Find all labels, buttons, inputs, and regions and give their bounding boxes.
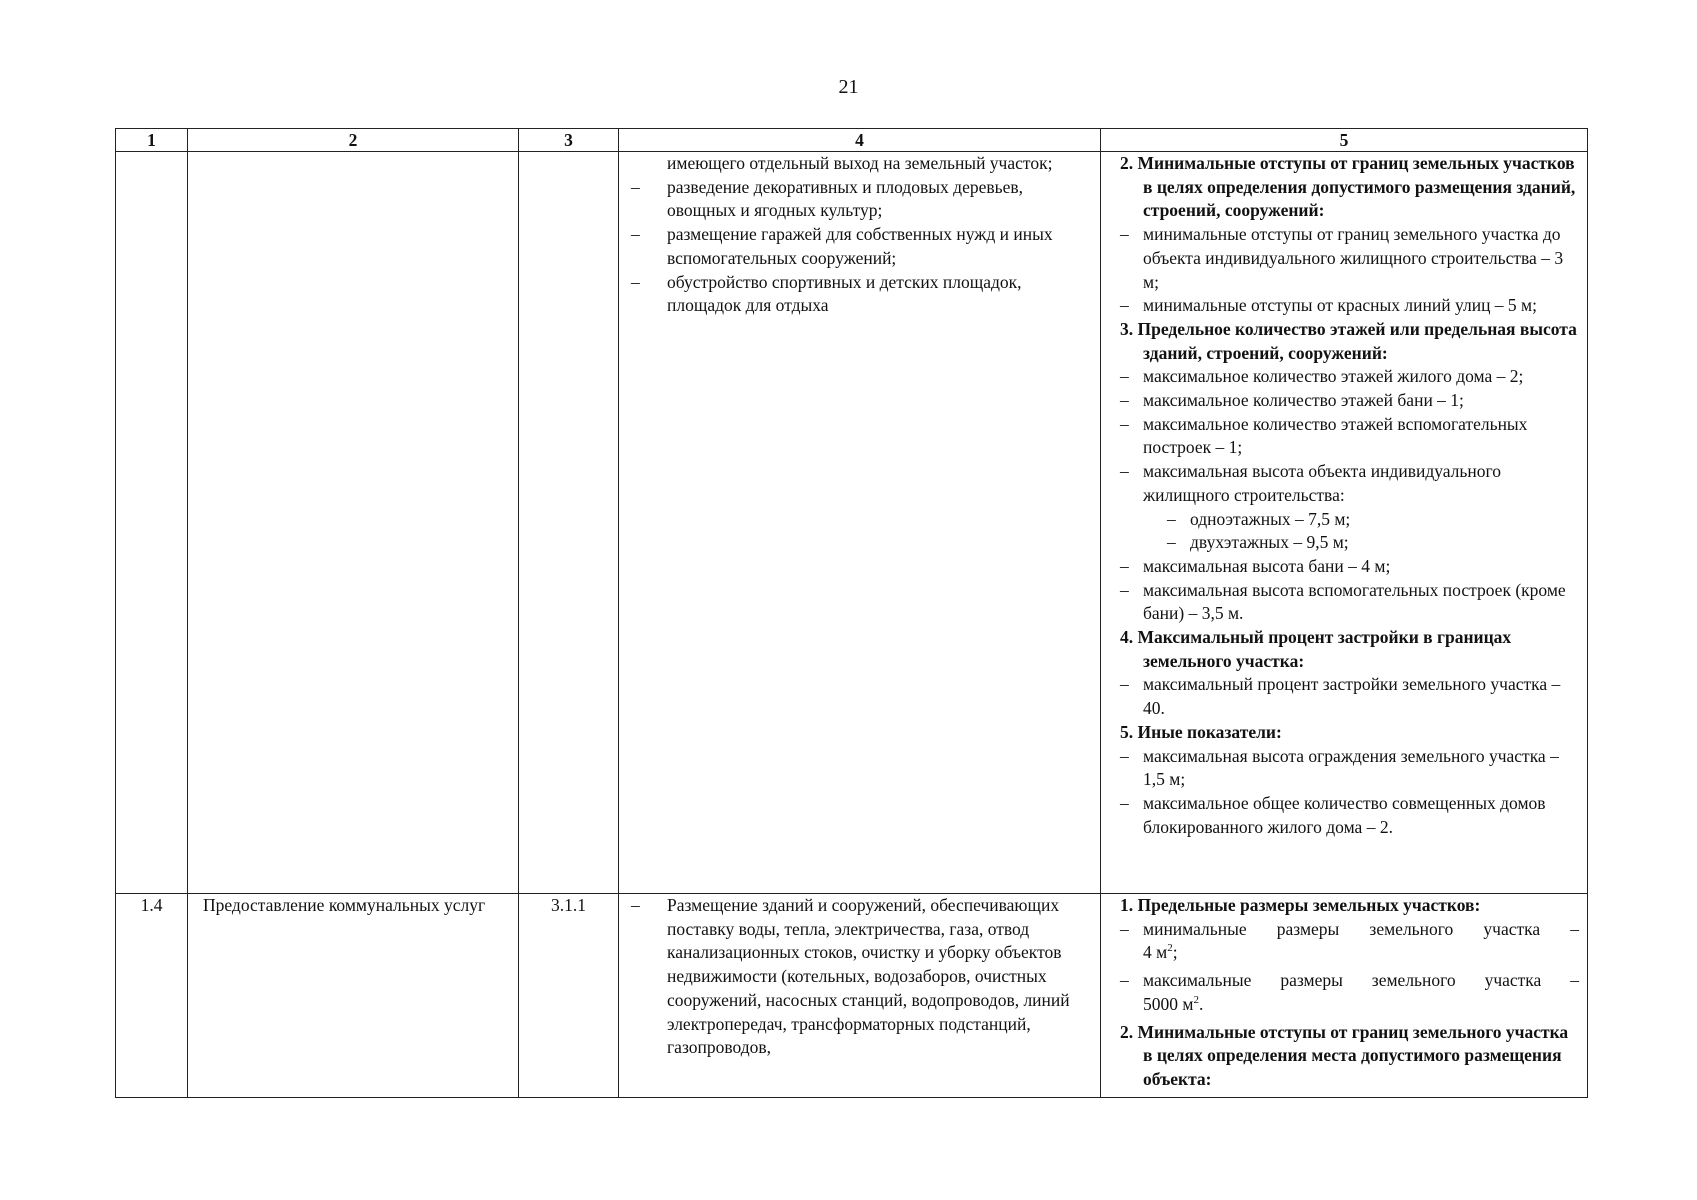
header-row	[116, 129, 1588, 152]
list-item: – максимальный процент застройки земельного участка – 40.	[1120, 674, 1561, 719]
list-item: – размещение гаражей для собственных нужд и иных вспомогательных сооружений;	[631, 224, 1053, 268]
header-cell: 3	[519, 129, 619, 152]
list-item: – максимальная высота бани – 4 м;	[1120, 555, 1391, 576]
header-cell: 5	[1101, 129, 1588, 152]
description-cell	[619, 152, 1101, 894]
page-number: 21	[838, 76, 859, 98]
code-cell: 3.1.1	[519, 894, 619, 1098]
list-item: – разведение декоративных и плодовых деревьев, овощных и ягодных культур;	[631, 176, 1024, 221]
section-heading: 5. Иные показатели:	[1120, 721, 1282, 742]
max-size-value: 5000 $м^2$.	[1143, 993, 1204, 1014]
list-item: – минимальные отступы от границ земельного участка до объекта индивидуального жилищного строительства – 3 м;	[1120, 224, 1564, 292]
list-item: – максимальное количество этажей вспомогательных построек – 1;	[1120, 413, 1528, 458]
section-heading: 2. Минимальные отступы от границ земельных участков в целях определения допустимого размещения зданий, строений, сооружений:	[1120, 153, 1576, 221]
parameters-cell	[1101, 894, 1588, 1098]
use-name-cell	[188, 152, 519, 894]
list-item: – максимальное количество этажей бани – 1;	[1120, 390, 1464, 411]
sub-list-item: – двухэтажных – 9,5 м;	[1167, 532, 1349, 553]
list-item: – Размещение зданий и сооружений, обеспечивающих поставку воды, тепла, электричества, газа, отвод канализационных стоков, очистку и уборку объектов недвижимости (котельных, водозаборов, очистных сооружений, насосных станций, водопроводов, линий электропередач, трансформаторных подстанций, газопроводов,	[631, 895, 1070, 1058]
list-item: – максимальные размеры земельного участка – 5000 $м^2$.	[1120, 969, 1579, 1016]
row-number-cell	[116, 152, 188, 894]
section-heading: 2. Минимальные отступы от границ земельного участка в целях определения места допустимого размещения объекта:	[1120, 1021, 1569, 1089]
table-row	[116, 894, 1588, 1098]
header-cell: 4	[619, 129, 1101, 152]
min-size-label: минимальные размеры земельного участка –	[1143, 918, 1579, 939]
section-heading: 3. Предельное количество этажей или предельная высота зданий, строений, сооружений:	[1120, 318, 1577, 363]
list-item: имеющего отдельный выход на земельный участок;	[667, 153, 1053, 173]
list-item: – максимальная высота вспомогательных построек (кроме бани) – 3,5 м.	[1120, 579, 1566, 624]
parameters-cell	[1101, 152, 1588, 894]
description-cell	[619, 894, 1101, 1098]
header-cell: 2	[188, 129, 519, 152]
regulations-table	[115, 128, 1588, 1098]
list-item: – максимальная высота объекта индивидуального жилищного строительства:	[1120, 461, 1501, 505]
list-item: – обустройство спортивных и детских площадок, площадок для отдыха	[631, 271, 1022, 316]
code-cell	[519, 152, 619, 894]
header-cell: 1	[116, 129, 188, 152]
row-number-cell: 1.4	[116, 894, 188, 1098]
use-name-cell: Предоставление коммунальных услуг	[188, 894, 519, 1098]
list-item: – максимальная высота ограждения земельного участка – 1,5 м;	[1120, 745, 1559, 790]
list-item: – минимальные отступы от красных линий улиц – 5 м;	[1120, 295, 1537, 316]
max-size-label: максимальные размеры земельного участка –	[1143, 970, 1579, 991]
sub-list-item: – одноэтажных – 7,5 м;	[1167, 508, 1351, 529]
section-heading: 4. Максимальный процент застройки в границах земельного участка:	[1120, 627, 1512, 671]
section-heading: 1. Предельные размеры земельных участков:	[1120, 895, 1481, 915]
table-row	[116, 152, 1588, 894]
list-item: – максимальное общее количество совмещенных домов блокированного жилого дома – 2.	[1120, 792, 1546, 837]
min-size-value: 4 $м^2$;	[1143, 942, 1178, 963]
list-item: – максимальное количество этажей жилого дома – 2;	[1120, 366, 1524, 387]
list-item: – минимальные размеры земельного участка – 4 $м^2$;	[1120, 918, 1579, 965]
